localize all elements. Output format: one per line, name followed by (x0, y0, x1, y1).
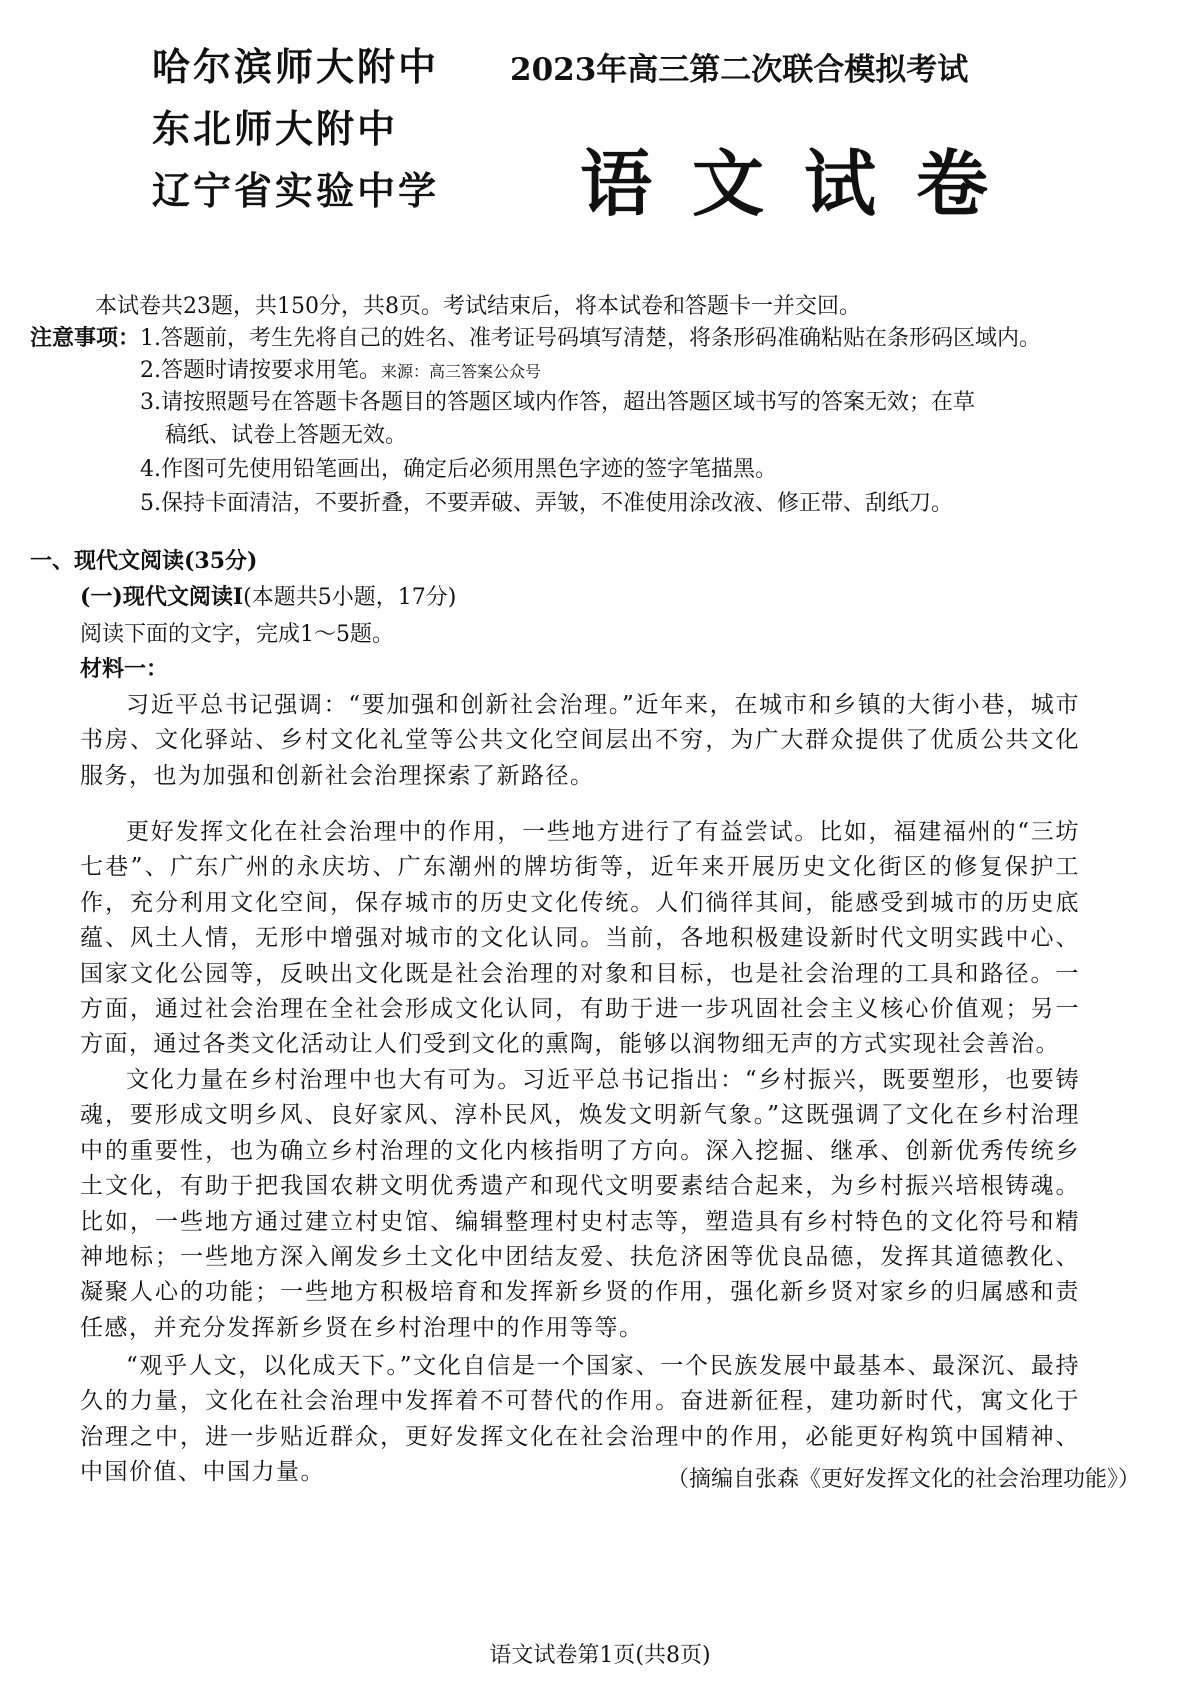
note-item-3: 3.请按照题号在答题卡各题目的答题区域内作答，超出答题区域书写的答案无效；在草 (140, 390, 975, 415)
note-item-2 (140, 353, 541, 384)
reading-instruction: 阅读下面的文字，完成1～5题。 (80, 622, 394, 647)
note-item-2-text: 2.答题时请按要求用笔。 (140, 358, 381, 383)
paragraph-2: 更好发挥文化在社会治理中的作用，一些地方进行了有益尝试。比如，福建福州的“三坊七巷”、广东广州的永庆坊、广东潮州的牌坊街等，近年来开展历史文化街区的修复保护工作，充分利用文化空间，保存城市的历史文化传统。人们徜徉其间，能感受到城市的历史底蕴、风土人情，无形中增强对城市的文化认同。当前，各地积极建设新时代文明实践中心、国家文化公园等，反映出文化既是社会治理的对象和目标，也是社会治理的工具和路径。一方面，通过社会治理在全社会形成文化认同，有助于进一步巩固社会主义核心价值观；另一方面，通过各类文化活动让人们受到文化的熏陶，能够以润物细无声的方式实现社会善治。 (80, 819, 1080, 1058)
note-item-5: 5.保持卡面清洁，不要折叠，不要弄破、弄皱，不准使用涂改液、修正带、刮纸刀。 (140, 491, 953, 516)
material-label: 材料一： (80, 656, 169, 682)
school-name-1: 哈尔滨师大附中 (152, 45, 440, 89)
subtitle-label: (一)现代文阅读Ⅰ (80, 584, 244, 610)
note-item-1: 1.答题前，考生先将自己的姓名、准考证号码填写清楚，将条形码准确粘贴在条形码区域内。 (140, 326, 1041, 351)
citation: （摘编自张森《更好发挥文化的社会治理功能》） (666, 1467, 1140, 1492)
paragraph-3: 文化力量在乡村治理中也大有可为。习近平总书记指出：“乡村振兴，既要塑形，也要铸魂，要形成文明乡风、良好家风、淳朴民风，焕发文明新气象。”这既强调了文化在乡村治理中的重要性，也为确立乡村治理的文化内核指明了方向。深入挖掘、继承、创新优秀传统乡土文化，有助于把我国农耕文明优秀遗产和现代文明要素结合起来，为乡村振兴培根铸魂。比如，一些地方通过建立村史馆、编辑整理村史村志等，塑造具有乡村特色的文化符号和精神地标；一些地方深入阐发乡土文化中团结友爱、扶危济困等优良品德，发挥其道德教化、凝聚人心的功能；一些地方积极培育和发挥新乡贤的作用，强化新乡贤对家乡的归属感和责任感，并充分发挥新乡贤在乡村治理中的作用等等。 (80, 1067, 1080, 1341)
section-title: 一、现代文阅读(35分) (30, 548, 258, 574)
paragraph-1: 习近平总书记强调：“要加强和创新社会治理。”近年来，在城市和乡镇的大街小巷，城市书房、文化驿站、乡村文化礼堂等公共文化空间层出不穷，为广大群众提供了优质公共文化服务，也为加强和创新社会治理探索了新路径。 (80, 692, 1080, 789)
exam-title: 2023年高三第二次联合模拟考试 (510, 52, 969, 88)
note-source: 来源：高三答案公众号 (381, 362, 542, 381)
school-name-2: 东北师大附中 (152, 107, 399, 151)
exam-intro: 本试卷共23题，共150分，共8页。考试结束后，将本试卷和答题卡一并交回。 (95, 294, 861, 319)
paper-title: 语文试卷 (580, 141, 1029, 226)
notes-label: 注意事项： (30, 325, 141, 351)
note-item-3-continued: 稿纸、试卷上答题无效。 (165, 423, 408, 448)
note-item-4: 4.作图可先使用铅笔画出，确定后必须用黑色字迹的签字笔描黑。 (140, 457, 777, 482)
school-name-3: 辽宁省实验中学 (152, 169, 440, 213)
page-footer: 语文试卷第1页(共8页) (489, 1643, 711, 1668)
subtitle-detail: (本题共5小题，17分) (243, 585, 457, 610)
paragraph-4: “观乎人文，以化成天下。”文化自信是一个国家、一个民族发展中最基本、最深沉、最持久的力量，文化在社会治理中发挥着不可替代的作用。奋进新征程，建功新时代，寓文化于治理之中，进一步贴近群众，更好发挥文化在社会治理中的作用，必能更好构筑中国精神、中国价值、中国力量。 (80, 1353, 1080, 1486)
section-subtitle (80, 580, 456, 611)
